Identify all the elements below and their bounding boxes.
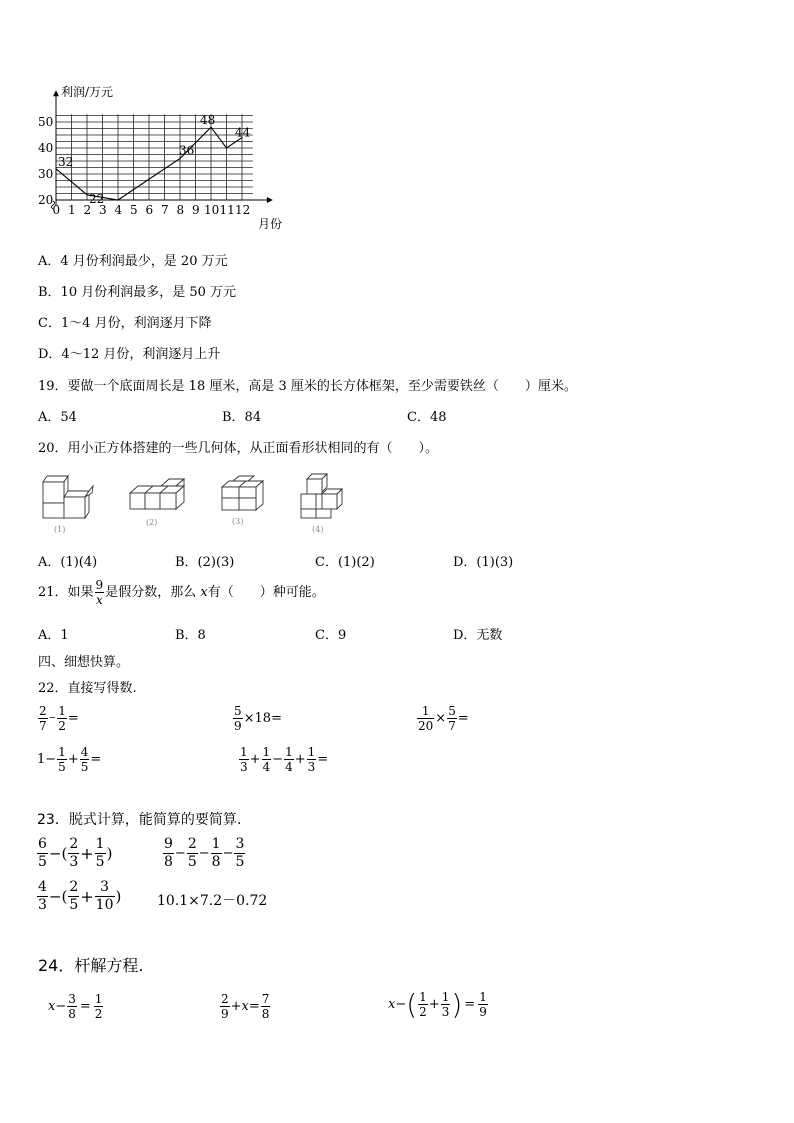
q21-option-c[interactable]: C．9 — [315, 628, 347, 643]
figure-label-3: (3) — [232, 517, 244, 526]
x-axis-arrow — [267, 197, 273, 203]
data-label: 22 — [89, 191, 105, 206]
q22-expr-5: $\frac{1}{3}$ + $\frac{1}{4}$ − $\frac{1}{4}$ + $\frac{1}{3}$ = — [240, 745, 329, 774]
q22-stem: 22．直接写得数. — [38, 681, 137, 696]
q23-expr-2: $\frac{9}{8}$ − $\frac{2}{5}$ − $\frac{1}{8}$ − $\frac{3}{5}$ — [164, 836, 245, 870]
q19-option-b[interactable]: B．84 — [222, 410, 262, 425]
q24-stem: 24．杆解方程. — [38, 956, 144, 975]
figure-label-1: (1) — [54, 525, 66, 534]
q19-stem: 19．要做一个底面周长是 18 厘米，高是 3 厘米的长方体框架，至少需要铁丝（ ）厘米。 — [38, 379, 577, 394]
x-tick-label: 6 — [145, 203, 154, 217]
q18-option-d[interactable]: D．4～12 月份，利润逐月上升 — [38, 347, 221, 362]
x-tick-label: 7 — [161, 203, 169, 217]
cube-figure-2 — [130, 479, 184, 509]
q18-option-a[interactable]: A．4 月份利润最少，是 20 万元 — [38, 254, 228, 269]
x-tick-label: 0 — [52, 203, 61, 217]
cube-figure-1 — [43, 476, 93, 518]
x-tick-label: 2 — [83, 203, 92, 217]
data-point — [226, 147, 227, 148]
y-axis-label: 利润/万元 — [61, 85, 114, 99]
y-tick-label: 30 — [38, 167, 54, 181]
x-tick-label: 3 — [99, 203, 107, 217]
data-label: 44 — [235, 125, 251, 140]
x-tick-label: 10 — [204, 203, 220, 217]
cube-figure-4 — [301, 474, 342, 518]
figure-label-2: (2) — [146, 518, 158, 527]
cube-figure-3 — [222, 476, 263, 510]
x-tick-label: 12 — [235, 203, 251, 217]
data-point — [86, 194, 87, 195]
right-paren: ) — [451, 988, 463, 1021]
data-label: 48 — [200, 113, 216, 128]
x-tick-label: 4 — [114, 203, 123, 217]
figure-label-4: (4) — [312, 525, 324, 534]
q20-stem: 20．用小正方体搭建的一些几何体，从正面看形状相同的有（ ）。 — [38, 441, 439, 456]
q22-expr-2: $\frac{5}{9}$ ×18= — [234, 704, 282, 733]
left-paren: ( — [406, 988, 418, 1021]
q24-equation-3: x−( $\frac{1}{2}$ + $\frac{1}{3}$ ) = $\frac{1}{9}$ — [388, 988, 487, 1021]
q21-option-d[interactable]: D．无数 — [453, 628, 503, 643]
x-tick-label: 9 — [192, 203, 200, 217]
q21-option-a[interactable]: A．1 — [38, 628, 69, 643]
x-axis-label: 月份 — [258, 217, 283, 231]
q22-expr-1: $\frac{2}{7}$ − $\frac{1}{2}$ = — [39, 704, 79, 733]
q22-expr-3: $\frac{1}{20}$ × $\frac{5}{7}$ = — [418, 704, 469, 733]
q18-option-c[interactable]: C．1～4 月份，利润逐月下降 — [38, 316, 212, 331]
data-point — [179, 158, 180, 159]
x-tick-label: 5 — [130, 203, 138, 217]
q20-option-d[interactable]: D．(1)(3) — [453, 555, 514, 570]
y-tick-label: 40 — [38, 141, 54, 155]
q19-option-a[interactable]: A．54 — [38, 410, 77, 425]
data-label: 32 — [58, 154, 74, 169]
q18-option-b[interactable]: B．10 月份利润最多，是 50 万元 — [38, 285, 237, 300]
q22-expr-4: 1− $\frac{1}{5}$ + $\frac{4}{5}$ = — [37, 745, 102, 774]
q20-option-c[interactable]: C．(1)(2) — [315, 555, 375, 570]
q23-stem: 23．脱式计算，能简算的要简算. — [37, 812, 242, 828]
q24-equation-2: $\frac{2}{9}$ +x= $\frac{7}{8}$ — [221, 992, 270, 1021]
section-heading: 四、细想快算。 — [38, 655, 130, 670]
q20-option-b[interactable]: B．(2)(3) — [175, 555, 235, 570]
x-tick-label: 8 — [176, 203, 185, 217]
profit-line-chart — [30, 80, 300, 235]
x-tick-label: 11 — [219, 203, 235, 217]
data-point — [117, 199, 118, 200]
q21-stem: 21．如果 $\frac{9}{x}$ 是假分数，那么 x有（ ）种可能。 — [38, 578, 325, 607]
q21-option-b[interactable]: B．8 — [175, 628, 206, 643]
cube-figures — [36, 466, 366, 538]
x-tick-label: 1 — [68, 203, 76, 217]
q23-expr-1: $\frac{6}{5}$ −( $\frac{2}{3}$ + $\frac{1}{5}$ ) — [38, 836, 113, 870]
y-tick-label: 50 — [38, 115, 54, 129]
data-point — [55, 168, 56, 169]
q24-equation-1: x− $\frac{3}{8}$ = $\frac{1}{2}$ — [48, 992, 103, 1021]
data-label: 36 — [179, 143, 195, 158]
q20-option-a[interactable]: A．(1)(4) — [38, 555, 98, 570]
q23-expr-3: $\frac{4}{3}$ −( $\frac{2}{5}$ + $\frac{3}{10}$ ) — [38, 879, 122, 913]
y-axis-arrow — [53, 90, 59, 96]
y-tick-label: 20 — [38, 193, 54, 207]
q19-option-c[interactable]: C．48 — [407, 410, 447, 425]
q23-expr-4: 10.1×7.2－0.72 — [157, 893, 268, 909]
